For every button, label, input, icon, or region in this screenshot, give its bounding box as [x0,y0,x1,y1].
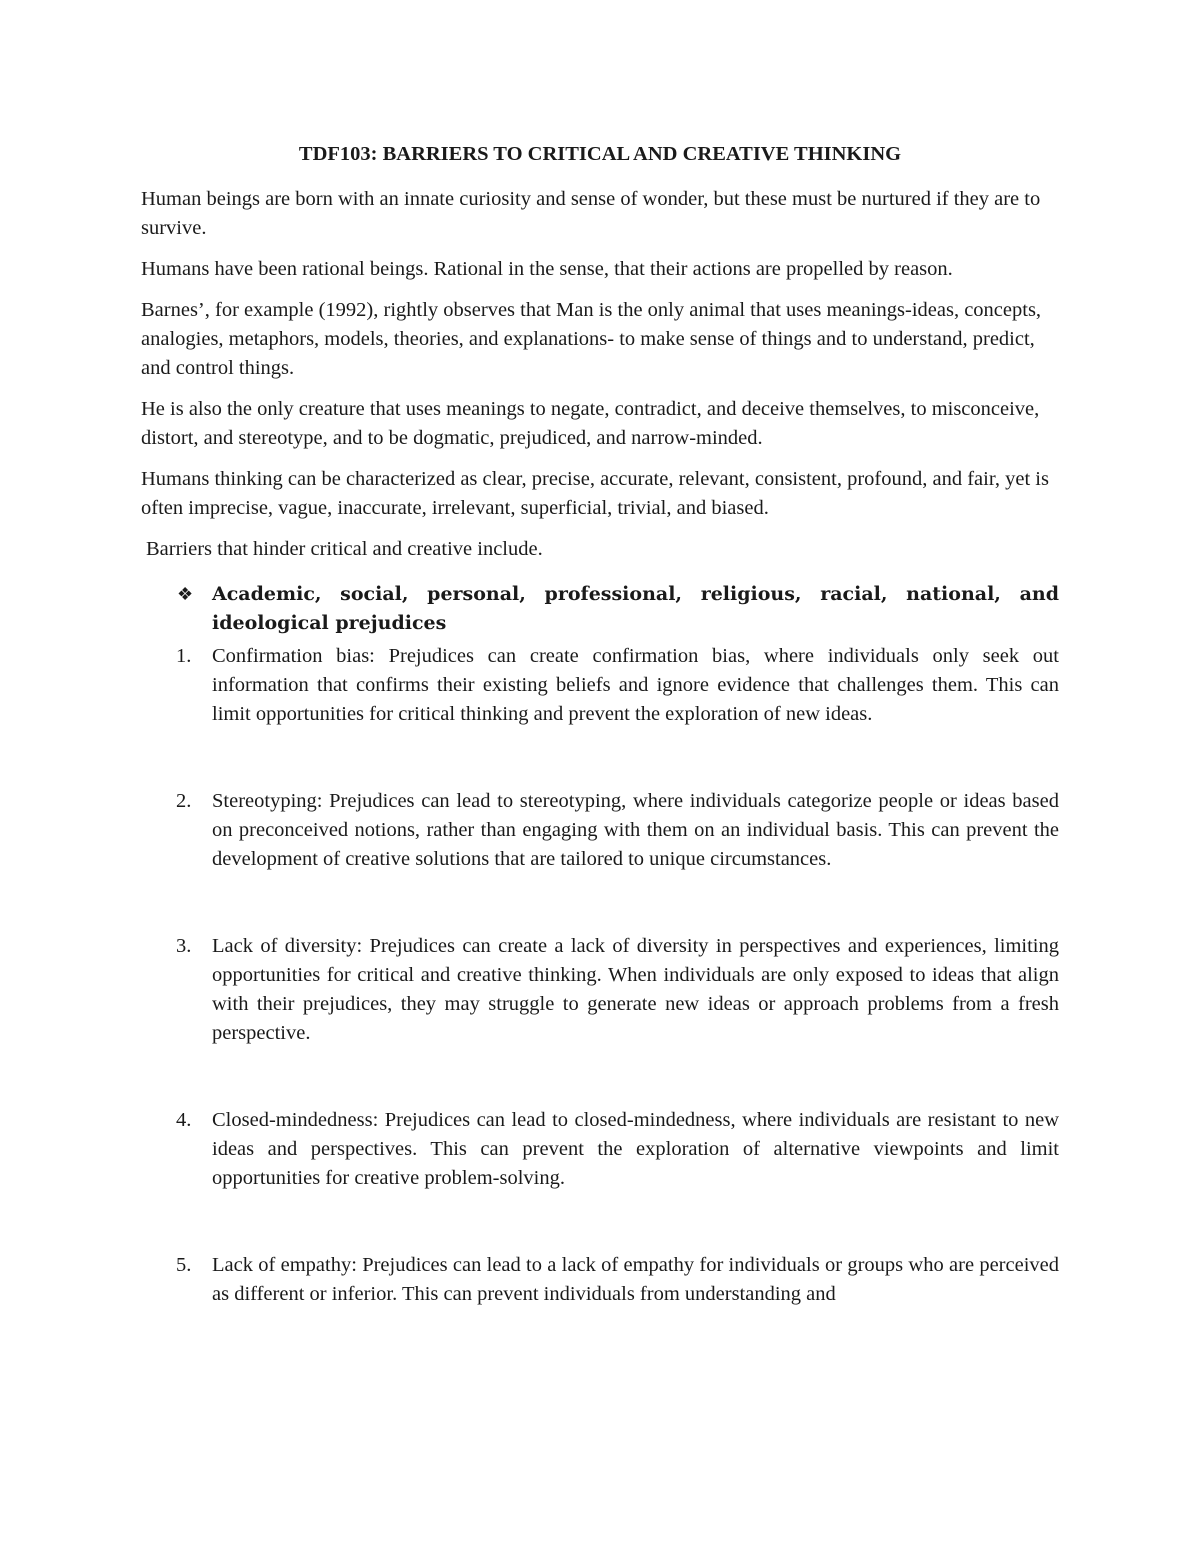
paragraph-thinking: Humans thinking can be characterized as clear, precise, accurate, relevant, consistent, profound, and fair, yet is often imprecise, vague, inaccurate, irrelevant, superficial, trivial, and biased. [141,468,1049,519]
paragraph-curiosity: Human beings are born with an innate curiosity and sense of wonder, but these must be nurtured if they are to survive. [141,188,1041,239]
list-item-number: 1. [176,645,192,667]
paragraph-barriers-intro: Barriers that hinder critical and creative include. [146,538,543,560]
paragraph-rational: Humans have been rational beings. Rational in the sense, that their actions are propelled by reason. [141,258,953,280]
list-item-text: Lack of diversity: Prejudices can create a lack of diversity in perspectives and experiences, limiting opportunities for critical and creative thinking. When individuals are only exposed to ideas that align with their prejudices, they may struggle to generate new ideas or approach problems from a fresh perspective. [212,935,1059,1044]
list-item [141,642,1059,729]
list-item-number: 5. [176,1254,192,1276]
list-item-text: Confirmation bias: Prejudices can create confirmation bias, where individuals only seek out information that confirms their existing beliefs and ignore evidence that challenges them. This can limit opportunities for critical thinking and prevent the exploration of new ideas. [212,645,1059,725]
numbered-list [141,642,1059,1309]
document-title: TDF103: BARRIERS TO CRITICAL AND CREATIVE THINKING [298,143,902,165]
bullet-heading-text: Academic, social, personal, professional, religious, racial, national, and ideological prejudices [212,583,1059,634]
list-item-text: Closed-mindedness: Prejudices can lead to closed-mindedness, where individuals are resistant to new ideas and perspectives. This can prevent the exploration of alternative viewpoints and limit opportunities for creative problem-solving. [212,1109,1059,1189]
paragraph-creature: He is also the only creature that uses meanings to negate, contradict, and deceive themselves, to misconceive, distort, and stereotype, and to be dogmatic, prejudiced, and narrow-minded. [141,398,1040,449]
list-item-number: 4. [176,1109,192,1131]
paragraph-barnes: Barnes’, for example (1992), rightly observes that Man is the only animal that uses meanings-ideas, concepts, analogies, metaphors, models, theories, and explanations- to make sense of things and to understand, predict, and control things. [141,299,1042,379]
document-page [141,140,1059,1309]
list-item [141,1251,1059,1309]
list-item-number: 2. [176,790,192,812]
list-item-text: Stereotyping: Prejudices can lead to stereotyping, where individuals categorize people or ideas based on preconceived notions, rather than engaging with them on an individual basis. This can prevent the development of creative solutions that are tailored to unique circumstances. [212,790,1059,870]
diamond-bullet-icon: ❖ [177,584,194,605]
list-item [141,787,1059,874]
list-item-number: 3. [176,935,192,957]
list-item [141,932,1059,1048]
list-item-text: Lack of empathy: Prejudices can lead to a lack of empathy for individuals or groups who are perceived as different or inferior. This can prevent individuals from understanding and [212,1254,1059,1305]
bullet-heading [141,580,1059,638]
list-item [141,1106,1059,1193]
